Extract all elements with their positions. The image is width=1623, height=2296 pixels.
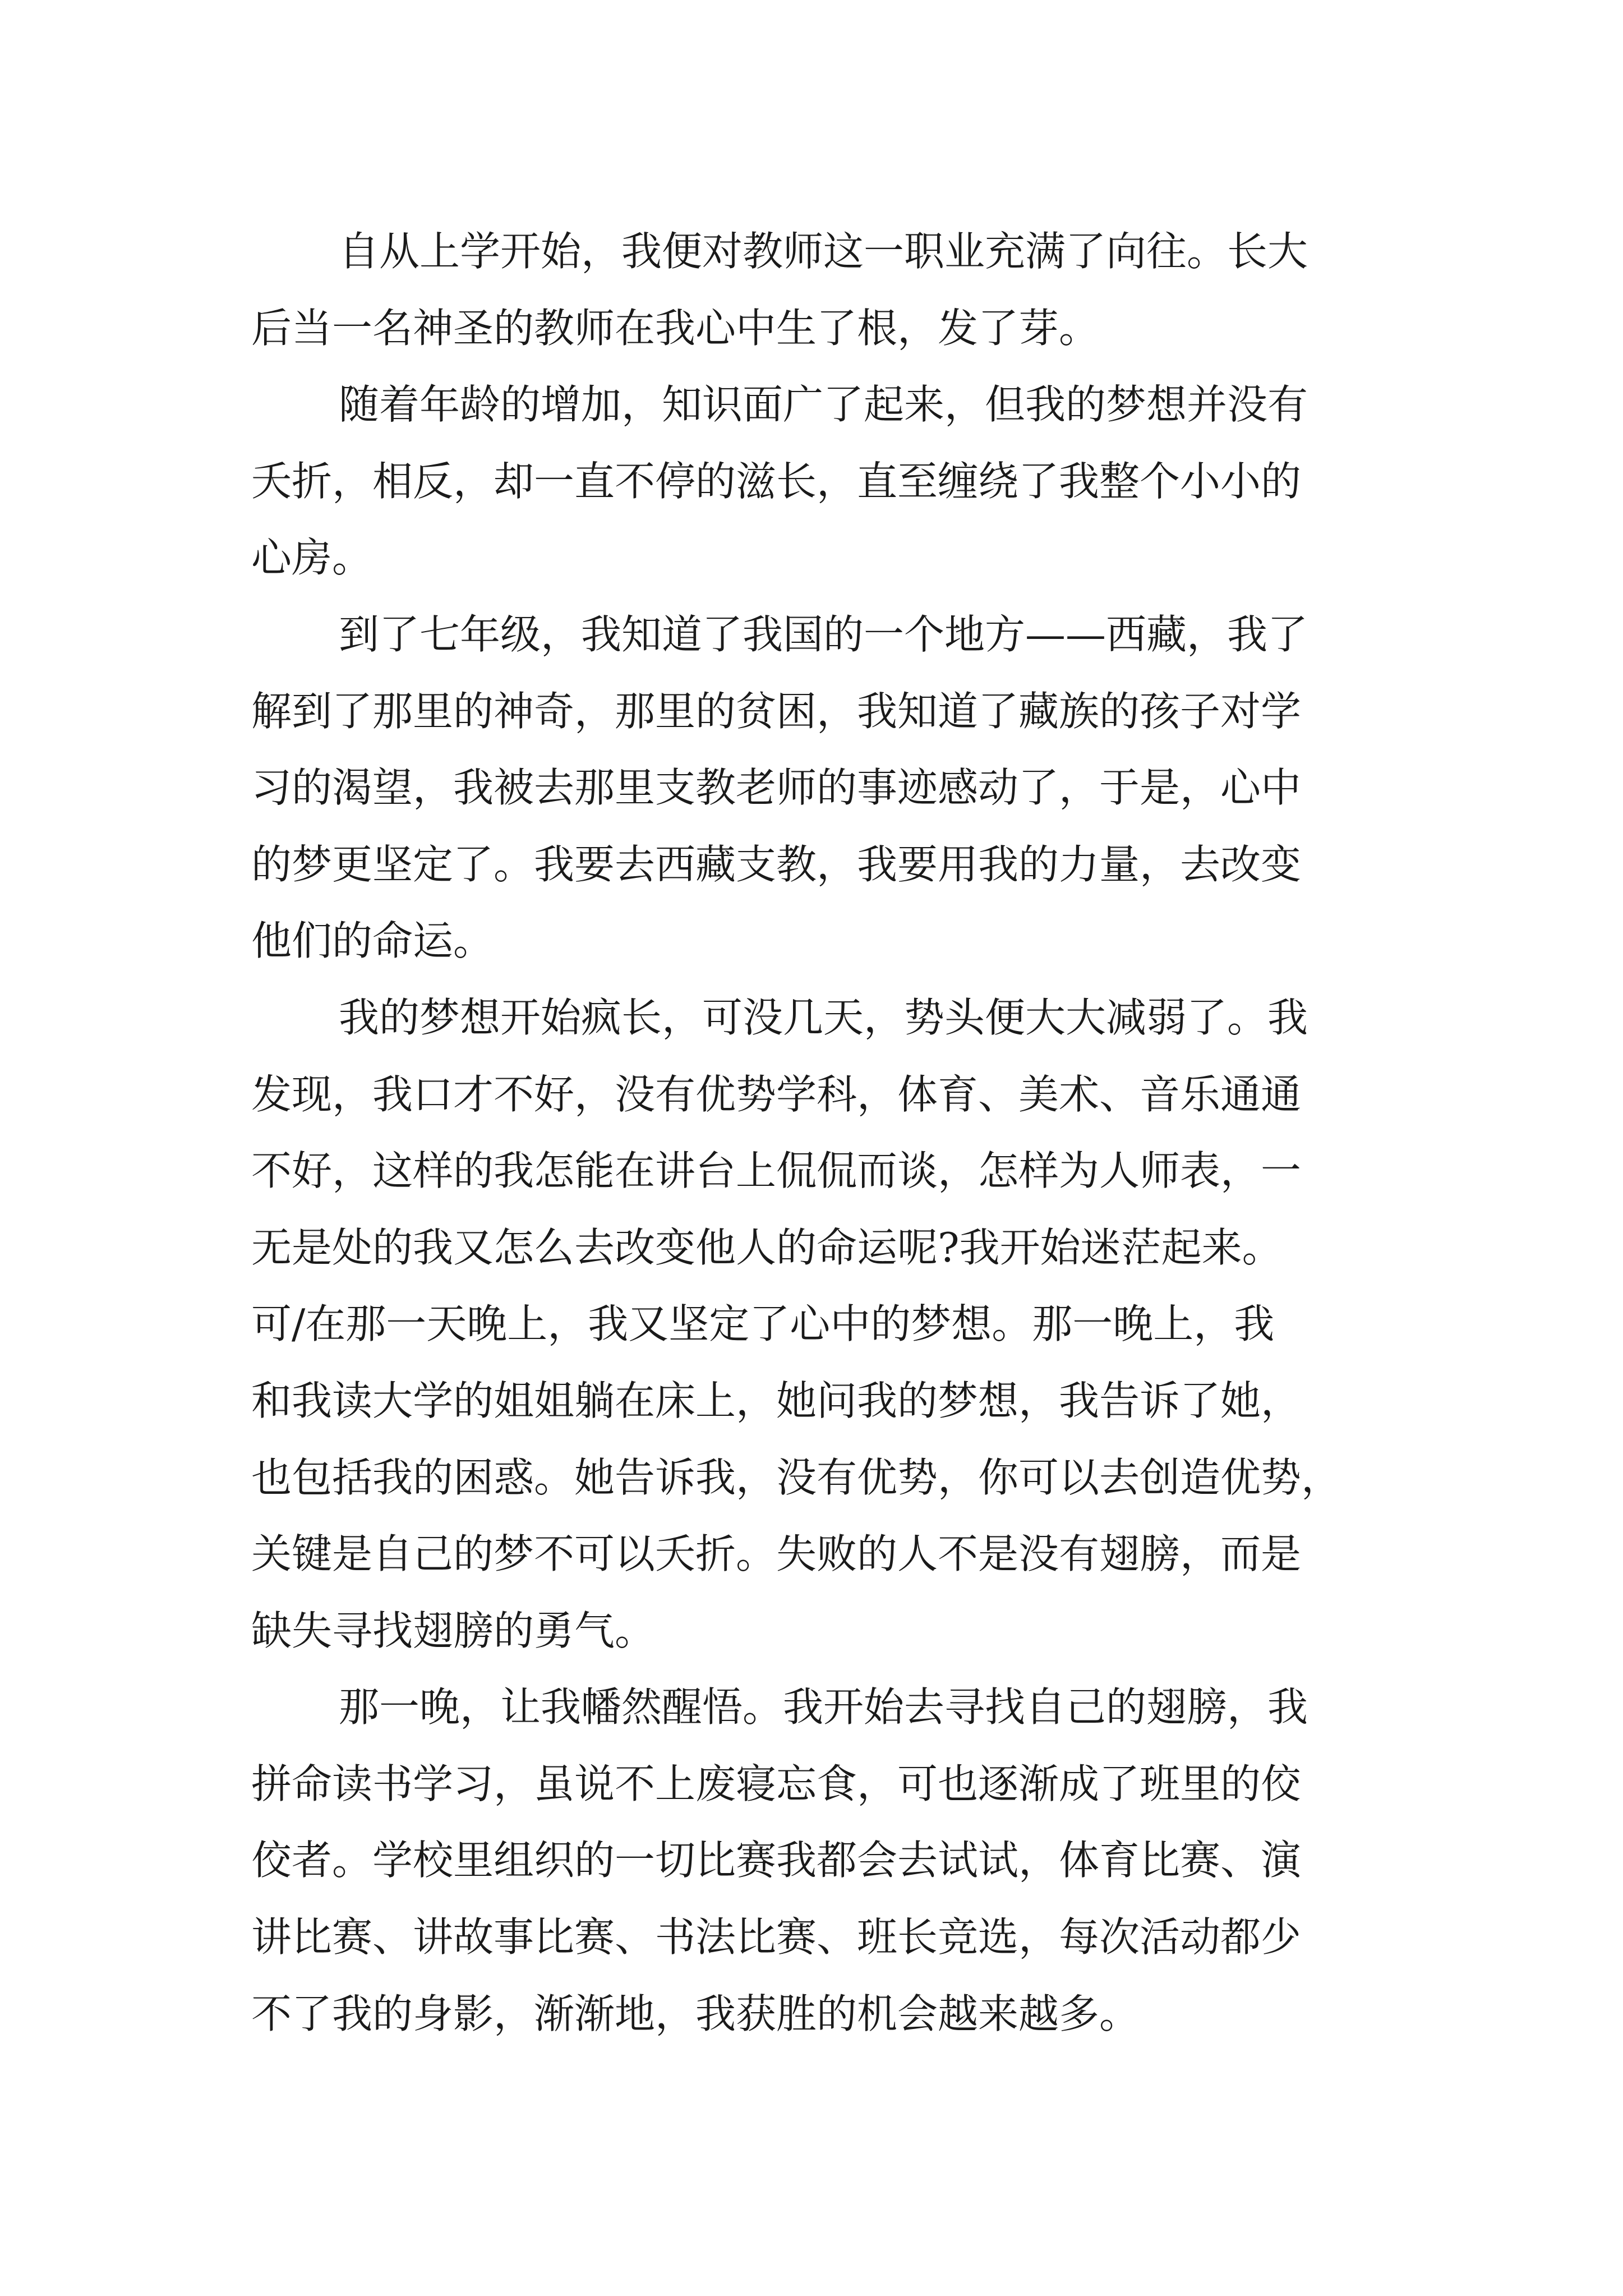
text-line: 习的渴望，我被去那里支教老师的事迹感动了，于是，心中 (251, 764, 1302, 812)
text-line: 拼命读书学习，虽说不上废寝忘食，可也逐渐成了班里的佼 (251, 1760, 1302, 1807)
text-line: 他们的命运。 (251, 917, 494, 965)
text-line: 无是处的我又怎么去改变他人的命运呢?我开始迷茫起来。 (251, 1223, 1283, 1271)
text-line: 关键是自己的梦不可以夭折。失败的人不是没有翅膀，而是 (251, 1530, 1302, 1578)
text-line: 不了我的身影，渐渐地，我获胜的机会越来越多。 (251, 1990, 1140, 2037)
text-line: 和我读大学的姐姐躺在床上，她问我的梦想，我告诉了她， (251, 1377, 1302, 1424)
text-line: 自从上学开始，我便对教师这一职业充满了向往。长大 (339, 228, 1308, 275)
text-line: 可/在那一天晚上，我又坚定了心中的梦想。那一晚上，我 (251, 1300, 1275, 1348)
text-line: 发现，我口才不好，没有优势学科，体育、美术、音乐通通 (251, 1070, 1302, 1118)
text-line: 后当一名神圣的教师在我心中生了根，发了芽。 (251, 304, 1100, 352)
text-line: 缺失寻找翅膀的勇气。 (251, 1607, 656, 1654)
text-line: 我的梦想开始疯长，可没几天，势头便大大减弱了。我 (339, 993, 1308, 1041)
text-line: 到了七年级，我知道了我国的一个地方——西藏，我了 (339, 610, 1308, 658)
text-line: 心房。 (251, 534, 373, 582)
text-line: 解到了那里的神奇，那里的贫困，我知道了藏族的孩子对学 (251, 687, 1302, 735)
text-line: 佼者。学校里组织的一切比赛我都会去试试，体育比赛、演 (251, 1837, 1302, 1884)
essay-body (251, 213, 1390, 2052)
text-line: 随着年龄的增加，知识面广了起来，但我的梦想并没有 (339, 381, 1308, 429)
text-line: 不好，这样的我怎能在讲台上侃侃而谈，怎样为人师表，一 (251, 1147, 1302, 1195)
text-line: 夭折，相反，却一直不停的滋长，直至缠绕了我整个小小的 (251, 457, 1302, 505)
text-line: 的梦更坚定了。我要去西藏支教，我要用我的力量，去改变 (251, 840, 1302, 888)
text-line: 也包括我的困惑。她告诉我，没有优势，你可以去创造优势， (251, 1453, 1342, 1501)
text-line: 那一晚，让我幡然醒悟。我开始去寻找自己的翅膀，我 (339, 1683, 1308, 1731)
text-line: 讲比赛、讲故事比赛、书法比赛、班长竞选，每次活动都少 (251, 1913, 1302, 1961)
